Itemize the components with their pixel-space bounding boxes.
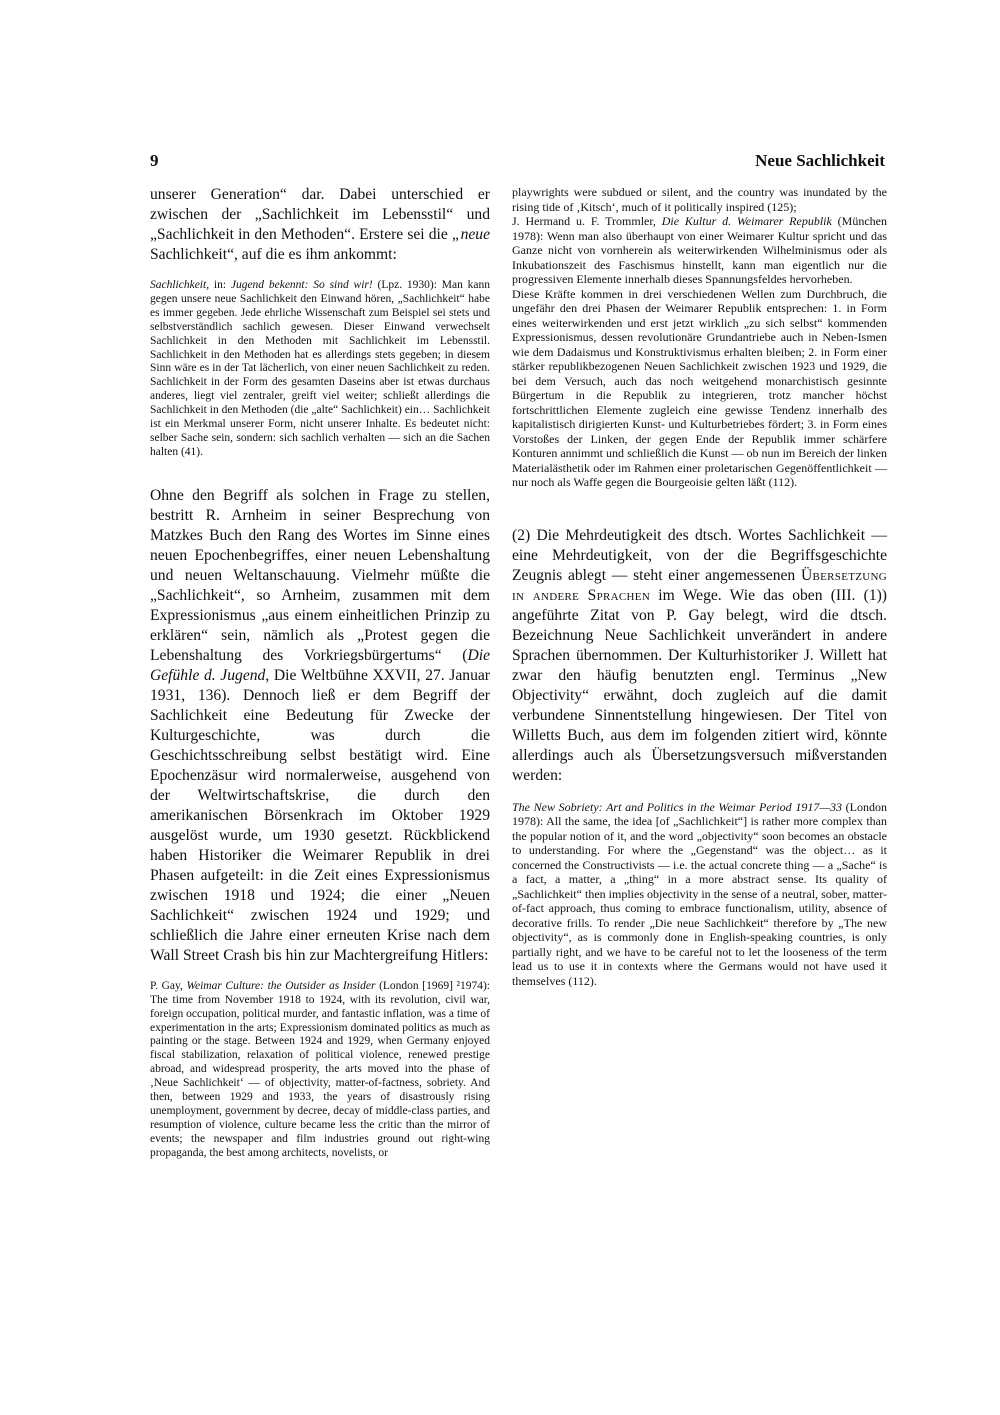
quotation-sachlichkeit bbox=[150, 279, 490, 460]
right-column bbox=[512, 185, 887, 988]
source-book: Die Kultur d. Weimarer Republik bbox=[661, 214, 832, 228]
source-author: P. Gay, bbox=[150, 979, 187, 992]
body-paragraph-3 bbox=[512, 526, 887, 786]
source-title: Sachlichkeit bbox=[150, 279, 207, 291]
body-text: (2) Die Mehrdeutigkeit des dtsch. Wortes Sachlichkeit — eine Mehrdeutigkeit, von der die Begriffsgeschichte Zeugnis ablegt — steht einer angemessenen bbox=[512, 526, 887, 584]
source-book: Jugend bekennt: So sind wir! bbox=[230, 279, 373, 291]
quotation-hermand-continued: Diese Kräfte kommen in drei verschiedenen Wellen zum Durchbruch, die ungefähr den drei Phasen der Weimarer Republik entsprechen: 1. in Form eines weiterwirkenden und erst jetzt wirklich „zu sich selbst“ kommenden Expressionismus, dessen revolutionäre Grundantriebe auch in Neben-Ismen wie dem Dadaismus und Konstruktivismus erhalten bleiben; 2. in Form einer stärker republikbezogenen Neuen Sachlichkeit zwischen 1923 und 1929, die bei dem Versuch, auch das noch weitgehend monarchistisch gesinnte Bürgertum in die Republik zu integrieren, trotz mancher höchst fortschrittlichen Elemente zugleich eine gewisse Tendenz innerhalb des kapitalistisch dirigierten Kunst- und Kulturbetriebes fördert; 3. in Form eines Vorstoßes der Linken, der gegen Ende der Republik immer schärfere Konturen annimmt und schließlich die Kunst — ob nun im Bereich der linken Materialästhetik oder im Rahmen einer proletarischen Gegenöffentlichkeit — nur noch als Waffe gegen die Bourgeoisie gelten läßt (112). bbox=[512, 286, 887, 489]
source-connector: , in: bbox=[206, 279, 231, 291]
source-book: Die Gefühle d. Jugend bbox=[150, 646, 490, 684]
quotation-hermand bbox=[512, 214, 887, 287]
body-text: unserer Generation“ dar. Dabei unterschied er zwischen der „Sachlichkeit im Lebensstil“ und „Sachlichkeit in den Methoden“. Erstere sei die bbox=[150, 186, 490, 243]
page-number: 9 bbox=[150, 151, 159, 170]
quotation-text: (München 1978): Wenn man also überhaupt von einer Weimarer Kultur spricht und das Ganze nicht von vornherein als weiterwirkenden Wilhelminismus oder als Inkubationszeit des Faschismus hinstellt, kann man eigentlich nur die progressiven Elemente innerhalb dieses Spannungsfeldes hervorheben. bbox=[512, 214, 887, 286]
running-title: Neue Sachlichkeit bbox=[755, 151, 885, 170]
quotation-text: (London 1978): All the same, the idea [of „Sachlichkeit“] is rather more complex than the popular notion of it, and the word „objectivity“ soon becomes an obstacle to understanding. For where the „Gegenstand“ was the object… as it concerned the Constructivists — i.e. the actual concrete thing — a „Sache“ is a fact, a matter, a „thing“ in a more abstract sense. Its quality of „Sachlichkeit“ then implies objectivity in the sense of a neutral, sober, matter-of-fact approach, thus coming to embrace functionalism, utility, absence of decorative frills. To render „Die neue Sachlichkeit“ therefore by „The new objectivity“, as is commonly done in English-speaking countries, is only partially right, and we have to be careful not to let the looseness of the term lead us to use it in contexts where the Germans would not have used it themselves (112). bbox=[512, 799, 887, 988]
quotation-gay bbox=[150, 980, 490, 1161]
quotation-text: (Lpz. 1930): Man kann gegen unsere neue Sachlichkeit den Einwand hören, „Sachlichkeit“ habe es immer gegeben. Jede ehrliche Wissenschaft zum Beispiel sei stets und selbstverständlich sachlich gewesen. Dieser Einwand verwechselt Sachlichkeit in den Methoden mit Sachlichkeit im Lebensstil. Sachlichkeit in den Methoden hat es allerdings stets gegeben; in diesem Sinn wäre es in der Tat lächerlich, von einer neuen Sachlichkeit zu reden. Sachlichkeit in der Form des gesamten Daseins aber ist etwas durchaus anderes, liegt viel zentraler, greift viel weiter; schließt allerdings die Sachlichkeit in den Methoden (die „alte“ Sachlichkeit) ein… Sachlichkeit ist ein Merkmal unserer Form, nicht unserer Inhalte. Es bedeutet nicht: selber Sache sein, sondern: sich sachlich verhalten — sich an die Sachen halten (41). bbox=[150, 279, 490, 458]
small-caps-term: Übersetzung in andere Sprachen bbox=[512, 566, 887, 604]
source-author: J. Hermand u. F. Trommler, bbox=[512, 214, 662, 228]
body-paragraph-2 bbox=[150, 486, 490, 966]
body-text: im Wege. Wie das oben (III. (1)) angeführte Zitat von P. Gay belegt, wird die dtsch. Bezeichnung Neue Sachlichkeit unverändert in andere Sprachen übernommen. Der Kulturhistoriker J. Willett hat zwar den häufig benutzten engl. Terminus „New Objectivity“ erwähnt, doch zugleich auf die damit verbundene Sinnentstellung hingewiesen. Der Titel von Willetts Buch, aus dem im folgenden zitiert wird, könnte allerdings auch als Übersetzungsversuch mißverstanden werden: bbox=[512, 586, 887, 784]
body-text: , Die Weltbühne XXVII, 27. Januar 1931, 136). Dennoch ließ er dem Begriff der Sachlichkeit eine Bedeutung für Zwecke der Kulturgeschichte, was durch die Geschichtsschreibung selbst bestätigt wird. Eine Epochenzäsur wird normalerweise, ausgehend von der Weltwirtschaftskrise, die durch den amerikanischen Börsenkrach im Oktober 1929 ausgelöst wurde, um 1930 gesetzt. Rückblickend haben Historiker die Weimarer Republik in drei Phasen aufgeteilt: in die Zeit eines Expressionismus zwischen 1918 und 1924; die einer „Neuen Sachlichkeit“ zwischen 1924 und 1929; und schließlich die Jahre einer erneuten Krise nach dem Wall Street Crash bis hin zur Machtergreifung Hitlers: bbox=[150, 666, 491, 964]
quotation-willett bbox=[512, 800, 887, 989]
emphasis-text: „neue bbox=[451, 226, 490, 243]
left-column bbox=[150, 185, 490, 1161]
body-paragraph-1 bbox=[150, 185, 490, 265]
source-book: The New Sobriety: Art and Politics in the Weimar Period 1917—33 bbox=[512, 799, 842, 814]
quotation-gay-continued: playwrights were subdued or silent, and the country was inundated by the rising tide of ‚Kitsch‘, much of it politically inspired (125); bbox=[512, 185, 887, 214]
body-text: Ohne den Begriff als solchen in Frage zu stellen, bestritt R. Arnheim in seiner Besprechung von Matzkes Buch den Rang des Wortes im Sinne eines neuen Epochenbegriffes, einer neuen Lebenshaltung und neuen Weltanschauung. Vielmehr müßte die „Sachlichkeit“, so Arnheim, zusammen mit dem Expressionismus „aus einem einheitlichen Prinzip zu erklären“ sein, nämlich als „Protest gegen die Lebenshaltung des Vorkriegsbürgertums“ ( bbox=[150, 486, 490, 664]
source-book: Weimar Culture: the Outsider as Insider bbox=[186, 979, 376, 992]
body-text: Sachlichkeit“, auf die es ihm ankommt: bbox=[150, 246, 397, 263]
quotation-text: (London [1969] ²1974): The time from November 1918 to 1924, with its revolution, civil war, foreign occupation, political murder, and fantastic inflation, was a time of experimentation in the arts; Expressionism dominated politics as much as painting or the stage. Between 1924 and 1929, when Germany enjoyed fiscal stabilization, relaxation of political violence, renewed prestige abroad, and widespread prosperity, the arts moved into the phase of ‚Neue Sachlichkeit‘ — of objectivity, matter-of-factness, sobriety. And then, between 1929 and 1933, the years of disastrously rising unemployment, government by decree, decay of middle-class parties, and resumption of violence, culture became less the critic than the mirror of events; the newspaper and film industries ground out right-wing propaganda, the best among architects, novelists, or bbox=[150, 979, 490, 1159]
